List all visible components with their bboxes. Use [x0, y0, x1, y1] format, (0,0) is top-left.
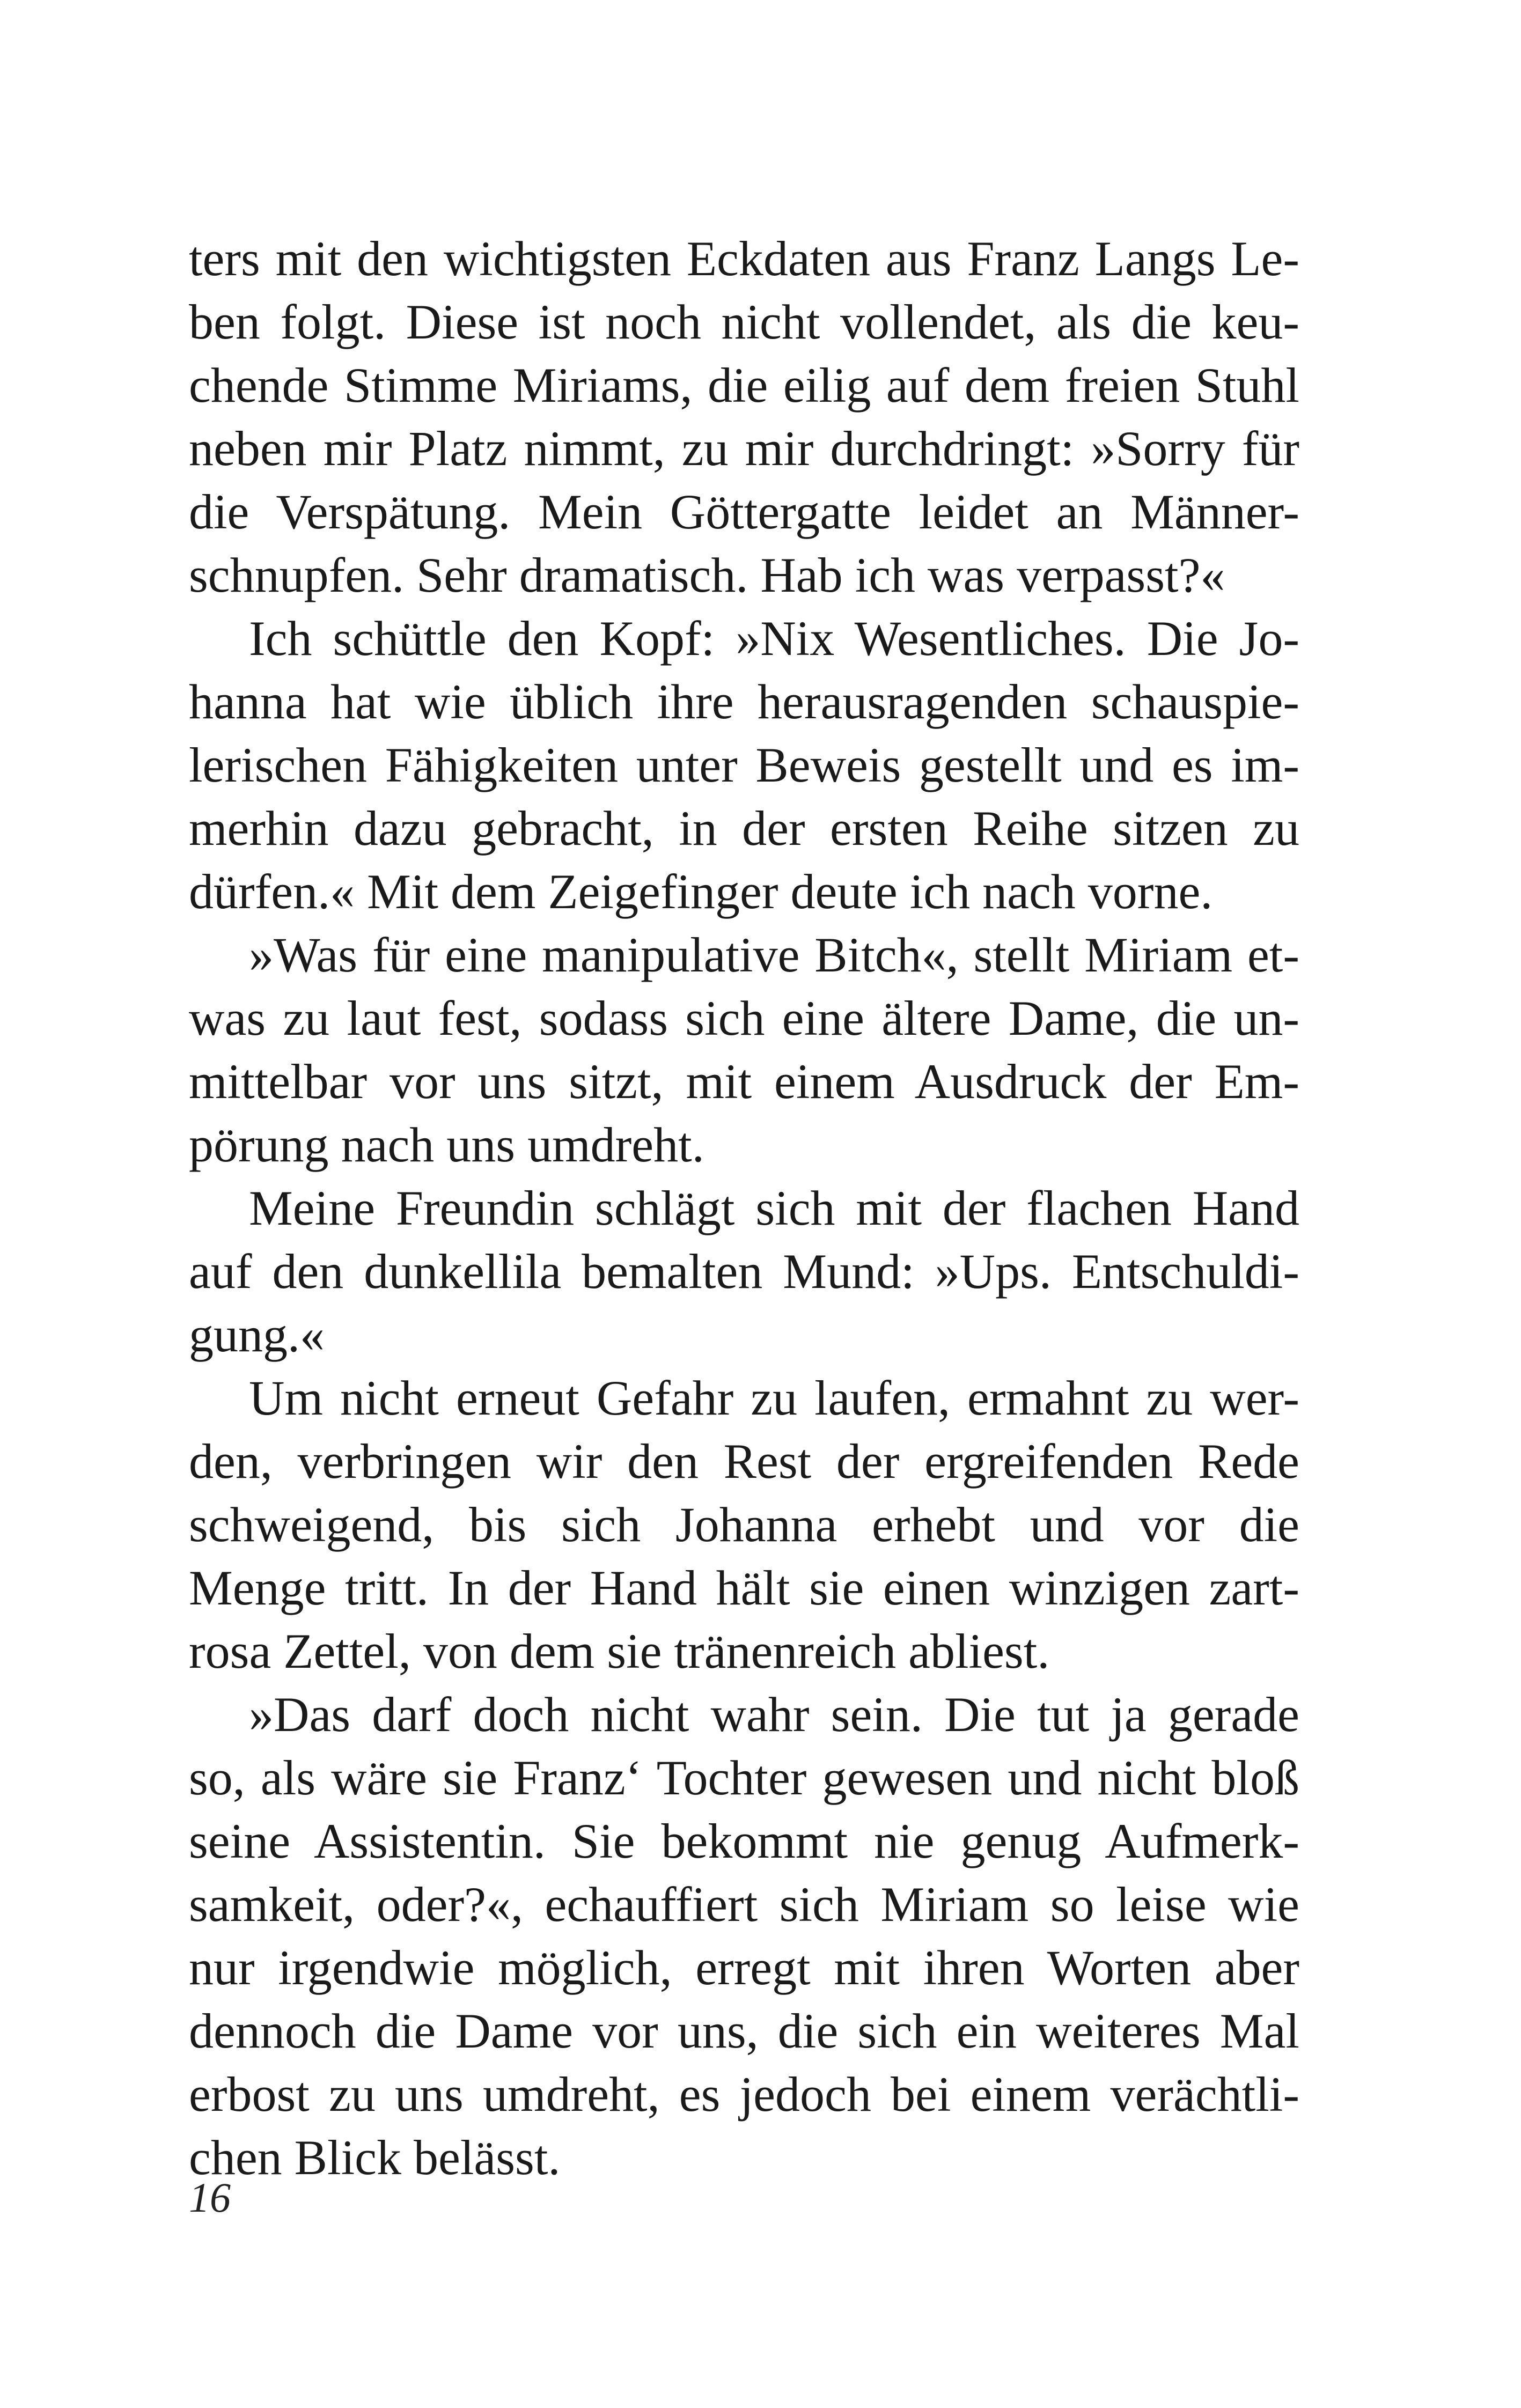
- text-line: hanna hat wie üblich ihre herausragenden schauspie-: [189, 674, 1299, 729]
- text-line: chen Blick belässt.: [189, 2130, 561, 2185]
- text-line: Menge tritt. In der Hand hält sie einen winzigen zart-: [189, 1560, 1299, 1615]
- text-line: schnupfen. Sehr dramatisch. Hab ich was verpasst?«: [189, 548, 1225, 602]
- text-line: erbost zu uns umdreht, es jedoch bei einem verächtli-: [189, 2067, 1299, 2122]
- text-line: was zu laut fest, sodass sich eine ältere Dame, die un-: [189, 991, 1299, 1045]
- text-line: chende Stimme Miriams, die eilig auf dem freien Stuhl: [189, 358, 1299, 413]
- text-line: pörung nach uns umdreht.: [189, 1117, 704, 1172]
- text-line: den, verbringen wir den Rest der ergreifenden Rede: [189, 1434, 1299, 1489]
- text-line: dennoch die Dame vor uns, die sich ein weiteres Mal: [189, 2004, 1299, 2058]
- text-line: dürfen.« Mit dem Zeigefinger deute ich nach vorne.: [189, 864, 1213, 919]
- text-line: »Das darf doch nicht wahr sein. Die tut ja gerade: [249, 1687, 1299, 1742]
- text-line: nur irgendwie möglich, erregt mit ihren Worten aber: [189, 1940, 1299, 1995]
- text-line: »Was für eine manipulative Bitch«, stellt Miriam et-: [249, 927, 1299, 982]
- text-line: mittelbar vor uns sitzt, mit einem Ausdruck der Em-: [189, 1054, 1299, 1109]
- text-line: samkeit, oder?«, echauffiert sich Miriam so leise wie: [189, 1877, 1299, 1932]
- text-line: merhin dazu gebracht, in der ersten Reihe sitzen zu: [189, 801, 1299, 856]
- text-line: neben mir Platz nimmt, zu mir durchdringt: »Sorry für: [189, 421, 1299, 476]
- text-line: seine Assistentin. Sie bekommt nie genug Aufmerk-: [189, 1814, 1299, 1868]
- body-text: [189, 227, 1299, 2189]
- text-line: rosa Zettel, von dem sie tränenreich abliest.: [189, 1624, 1050, 1678]
- text-line: die Verspätung. Mein Göttergatte leidet an Männer-: [189, 484, 1299, 539]
- text-line: auf den dunkellila bemalten Mund: »Ups. Entschuldi-: [189, 1244, 1299, 1299]
- text-line: ters mit den wichtigsten Eckdaten aus Franz Langs Le-: [189, 231, 1299, 286]
- text-line: lerischen Fähigkeiten unter Beweis gestellt und es im-: [189, 738, 1299, 792]
- text-line: ben folgt. Diese ist noch nicht vollendet, als die keu-: [189, 294, 1299, 349]
- page-number: 16: [189, 2174, 231, 2221]
- text-line: Ich schüttle den Kopf: »Nix Wesentliches. Die Jo-: [249, 611, 1299, 666]
- text-line: so, als wäre sie Franz‘ Tochter gewesen und nicht bloß: [189, 1750, 1299, 1805]
- text-line: schweigend, bis sich Johanna erhebt und vor die: [189, 1497, 1299, 1552]
- text-line: gung.«: [189, 1307, 325, 1362]
- text-line: Meine Freundin schlägt sich mit der flachen Hand: [249, 1181, 1299, 1235]
- text-line: Um nicht erneut Gefahr zu laufen, ermahnt zu wer-: [249, 1371, 1299, 1425]
